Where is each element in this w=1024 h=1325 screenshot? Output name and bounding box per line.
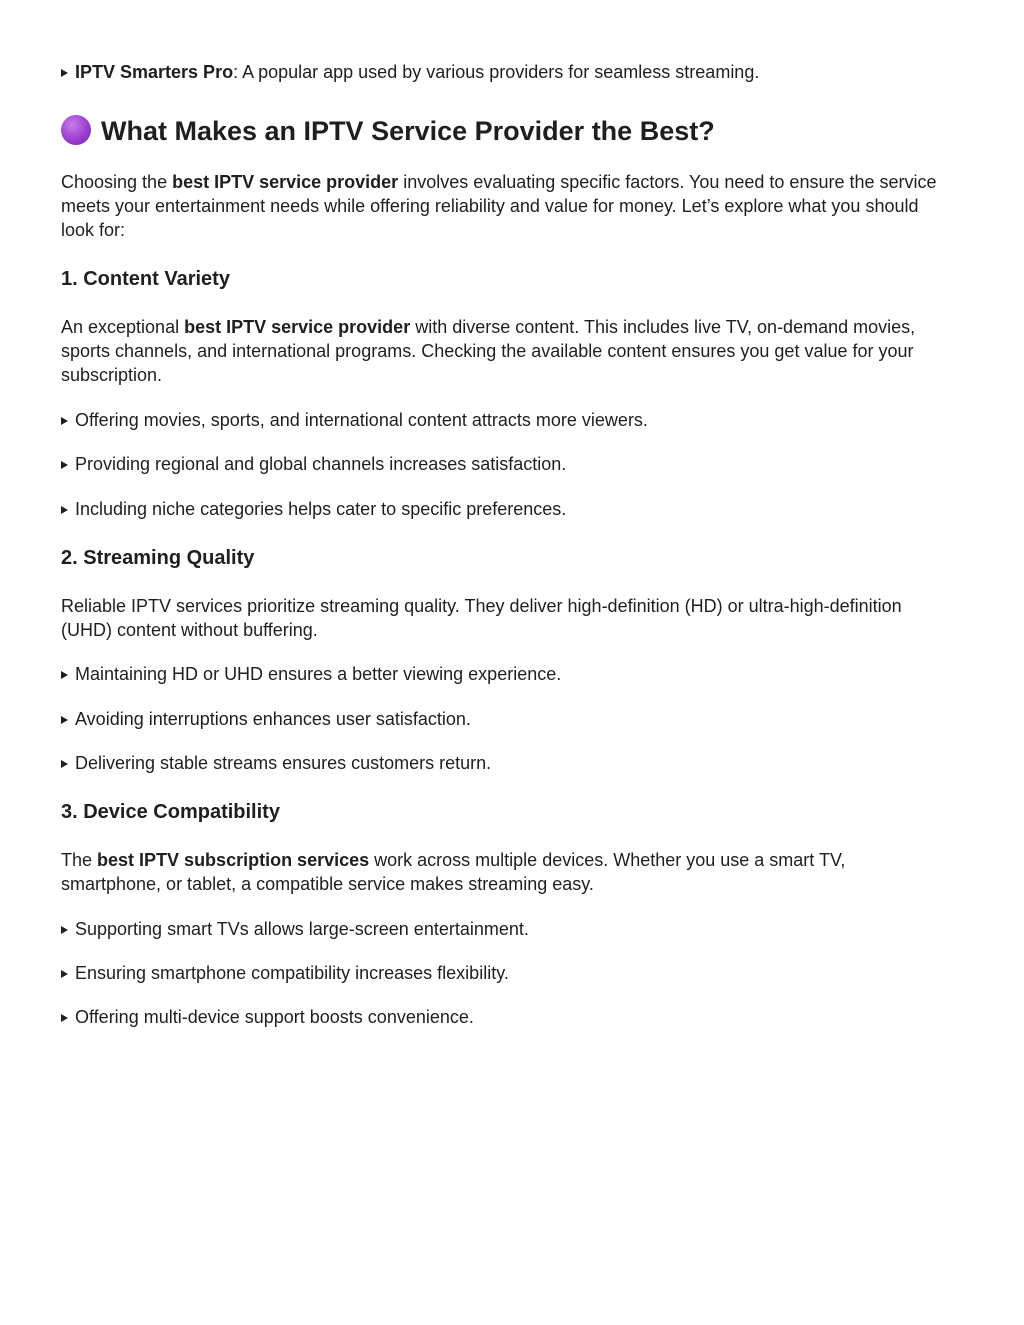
section-3-paragraph [61, 848, 961, 896]
list-item [61, 751, 961, 775]
section-1-paragraph-line-1 [61, 315, 961, 339]
list-item [61, 408, 961, 432]
list-item [61, 961, 961, 985]
section-1-paragraph [61, 315, 961, 387]
triangle-bullet-icon [61, 461, 68, 469]
list-item [61, 707, 961, 731]
section-heading-device-compatibility: 3. Device Compatibility [61, 801, 280, 823]
section-3-para-before: The [61, 850, 98, 870]
list-item-text: Ensuring smartphone compatibility increases flexibility. [75, 963, 509, 983]
triangle-bullet-icon [61, 1014, 68, 1022]
list-item-text: Supporting smart TVs allows large-screen entertainment. [75, 919, 529, 939]
list-item [61, 917, 961, 941]
section-3-paragraph-line-2: smartphone, or tablet, a compatible service makes streaming easy. [61, 874, 594, 894]
list-item [61, 662, 961, 686]
triangle-bullet-icon [61, 506, 68, 514]
section-heading-streaming-quality: 2. Streaming Quality [61, 547, 255, 569]
intro-paragraph-line-2: meets your entertainment needs while offering reliability and value for money. Let’s explore what you should [61, 196, 919, 216]
intro-paragraph-before: Choosing the [61, 172, 173, 192]
section-heading-content-variety: 1. Content Variety [61, 268, 230, 290]
triangle-bullet-icon [61, 671, 68, 679]
main-heading [61, 113, 715, 149]
list-item-text: Including niche categories helps cater to specific preferences. [75, 499, 567, 519]
intro-paragraph-line-1 [61, 170, 961, 194]
intro-paragraph [61, 170, 961, 242]
section-1-para-before: An exceptional [61, 317, 185, 337]
section-1-para-rest: with diverse content. This includes live TV, on-demand movies, [410, 317, 916, 337]
list-item [61, 1005, 961, 1029]
triangle-bullet-icon [61, 970, 68, 978]
triangle-bullet-icon [61, 926, 68, 934]
triangle-bullet-icon [61, 760, 68, 768]
section-3-para-bold: best IPTV subscription services [97, 850, 370, 870]
intro-paragraph-rest: involves evaluating specific factors. You need to ensure the service [398, 172, 937, 192]
list-item [61, 497, 961, 521]
intro-paragraph-bold: best IPTV service provider [172, 172, 399, 192]
section-3-para-rest: work across multiple devices. Whether you use a smart TV, [369, 850, 846, 870]
triangle-bullet-icon [61, 69, 68, 77]
section-1-paragraph-line-3: subscription. [61, 365, 163, 385]
intro-paragraph-line-3: look for: [61, 220, 126, 240]
section-3-paragraph-line-1 [61, 848, 961, 872]
section-1-para-bold: best IPTV service provider [184, 317, 411, 337]
section-1-paragraph-line-2: sports channels, and international programs. Checking the available content ensures you get value for your [61, 341, 914, 361]
section-2-paragraph-line-2: (UHD) content without buffering. [61, 620, 318, 640]
intro-bullet-bold: IPTV Smarters Pro [75, 62, 234, 82]
list-item-text: Maintaining HD or UHD ensures a better viewing experience. [75, 664, 562, 684]
list-item [61, 452, 961, 476]
triangle-bullet-icon [61, 716, 68, 724]
list-item-text: Delivering stable streams ensures customers return. [75, 753, 492, 773]
list-item-text: Avoiding interruptions enhances user satisfaction. [75, 709, 471, 729]
section-2-paragraph [61, 594, 961, 642]
list-item-text: Offering multi-device support boosts convenience. [75, 1007, 474, 1027]
list-item-text: Providing regional and global channels increases satisfaction. [75, 454, 567, 474]
section-2-paragraph-line-1: Reliable IPTV services prioritize streaming quality. They deliver high-definition (HD) or ultra-high-definition [61, 596, 902, 616]
triangle-bullet-icon [61, 417, 68, 425]
intro-bullet-text: : A popular app used by various providers for seamless streaming. [233, 62, 760, 82]
purple-circle-icon [61, 115, 91, 145]
main-heading-text: What Makes an IPTV Service Provider the Best? [101, 116, 715, 146]
list-item-text: Offering movies, sports, and international content attracts more viewers. [75, 410, 648, 430]
intro-bullet [61, 60, 961, 84]
